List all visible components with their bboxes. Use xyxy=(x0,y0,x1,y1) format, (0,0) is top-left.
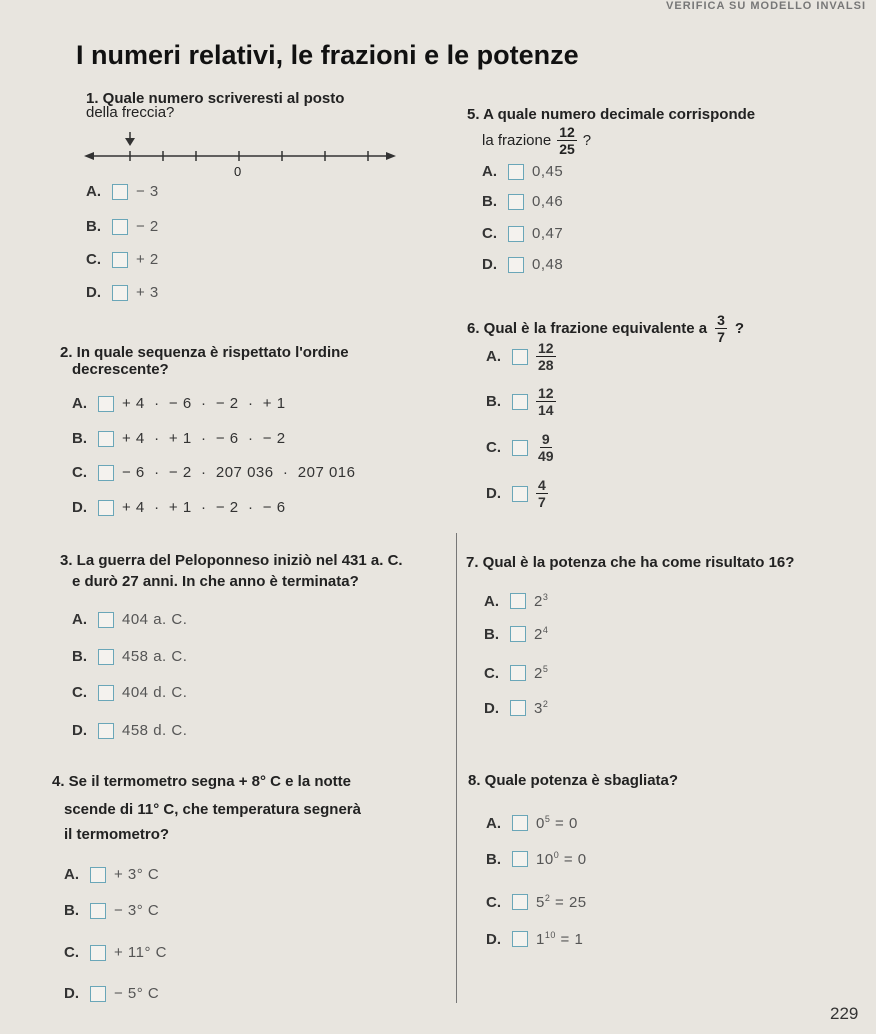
option-fraction xyxy=(536,340,556,373)
q7-option-c[interactable] xyxy=(484,664,548,682)
checkbox[interactable] xyxy=(512,394,528,410)
power-base: 2 xyxy=(534,593,543,610)
option-value xyxy=(534,699,548,717)
option-value: − 3° C xyxy=(114,902,160,919)
q8-option-d[interactable] xyxy=(486,930,583,948)
q3-option-a[interactable] xyxy=(72,611,187,628)
header-tag: VERIFICA SU MODELLO INVALSI xyxy=(666,0,866,12)
q2-option-a[interactable] xyxy=(72,395,286,412)
option-value xyxy=(534,664,548,682)
option-value: + 4 · + 1 · − 2 · − 6 xyxy=(122,499,286,516)
checkbox[interactable] xyxy=(512,486,528,502)
fraction-numerator: 9 xyxy=(541,431,550,447)
option-letter: C. xyxy=(482,225,497,242)
option-value: 458 d. C. xyxy=(122,722,188,739)
option-letter: C. xyxy=(486,439,501,456)
q7-option-b[interactable] xyxy=(484,625,548,643)
checkbox[interactable] xyxy=(90,986,106,1002)
checkbox[interactable] xyxy=(512,440,528,456)
option-value: + 3 xyxy=(136,284,159,301)
zero-label: 0 xyxy=(234,164,242,179)
option-value: − 2 xyxy=(136,218,159,235)
option-letter: C. xyxy=(86,251,101,268)
q1-option-d[interactable] xyxy=(86,284,159,301)
q1-option-c[interactable] xyxy=(86,251,159,268)
option-value: + 11° C xyxy=(114,944,167,961)
q4-option-a[interactable] xyxy=(64,866,159,883)
q4-text-line2: scende di 11° C, che temperatura segnerà xyxy=(64,801,361,818)
option-value: 404 d. C. xyxy=(122,684,188,701)
option-letter: C. xyxy=(64,944,79,961)
fraction-denominator: 49 xyxy=(538,448,554,464)
q6-option-d[interactable] xyxy=(486,477,548,510)
option-letter: A. xyxy=(486,348,501,365)
option-letter: D. xyxy=(484,699,499,717)
checkbox[interactable] xyxy=(98,431,114,447)
option-value xyxy=(536,893,587,911)
power-base: 3 xyxy=(534,700,543,717)
option-letter: A. xyxy=(86,183,101,200)
q5-text-line2 xyxy=(482,124,591,157)
power-base: 5 xyxy=(536,894,545,911)
option-value: + 3° C xyxy=(114,866,160,883)
checkbox[interactable] xyxy=(112,252,128,268)
option-letter: A. xyxy=(64,866,79,883)
option-letter: D. xyxy=(486,485,501,502)
power-exponent: 4 xyxy=(542,625,549,635)
fraction-numerator: 12 xyxy=(538,340,554,356)
checkbox[interactable] xyxy=(510,665,526,681)
checkbox[interactable] xyxy=(112,285,128,301)
q6-text-part: 6. Qual è la frazione equivalente a xyxy=(467,319,708,337)
option-value: 0,47 xyxy=(532,225,564,242)
option-value xyxy=(536,814,578,832)
checkbox[interactable] xyxy=(508,194,524,210)
option-letter: B. xyxy=(72,430,87,447)
q6-option-b[interactable] xyxy=(486,385,556,418)
q6-option-c[interactable] xyxy=(486,431,556,464)
checkbox[interactable] xyxy=(512,894,528,910)
option-value: 0,46 xyxy=(532,193,564,210)
power-base: 2 xyxy=(534,665,543,682)
page-title: I numeri relativi, le frazioni e le potenze xyxy=(76,40,579,70)
checkbox[interactable] xyxy=(112,184,128,200)
option-letter: D. xyxy=(72,722,87,739)
checkbox[interactable] xyxy=(512,349,528,365)
option-value xyxy=(536,930,583,948)
fraction-numerator: 12 xyxy=(559,124,575,140)
q2-option-b[interactable] xyxy=(72,430,286,447)
power-exponent: 10 xyxy=(544,930,556,940)
checkbox[interactable] xyxy=(512,851,528,867)
option-value: 0,48 xyxy=(532,256,564,273)
option-value: + 4 · − 6 · − 2 · + 1 xyxy=(122,395,286,412)
q8-text-line1: 8. Quale potenza è sbagliata? xyxy=(468,772,679,789)
q4-text-line1: 4. Se il termometro segna + 8° C e la notte xyxy=(52,773,352,790)
option-letter: A. xyxy=(482,163,497,180)
power-result: = 1 xyxy=(555,931,584,948)
question-mark: ? xyxy=(582,131,592,149)
option-value: − 3 xyxy=(136,183,159,200)
checkbox[interactable] xyxy=(508,226,524,242)
option-letter: B. xyxy=(486,850,501,868)
option-letter: A. xyxy=(72,395,87,412)
q2-option-d[interactable] xyxy=(72,499,286,516)
q5-option-c[interactable] xyxy=(482,225,563,242)
option-letter: D. xyxy=(86,284,101,301)
fraction-numerator: 3 xyxy=(717,312,725,328)
checkbox[interactable] xyxy=(510,700,526,716)
checkbox[interactable] xyxy=(98,649,114,665)
checkbox[interactable] xyxy=(512,931,528,947)
checkbox[interactable] xyxy=(98,500,114,516)
q3-option-d[interactable] xyxy=(72,722,187,739)
q8-option-b[interactable] xyxy=(486,850,587,868)
q5-option-d[interactable] xyxy=(482,256,563,273)
power-result: = 25 xyxy=(550,894,587,911)
checkbox[interactable] xyxy=(90,945,106,961)
q8-option-c[interactable] xyxy=(486,893,587,911)
checkbox[interactable] xyxy=(508,164,524,180)
option-letter: B. xyxy=(486,393,501,410)
q4-option-d[interactable] xyxy=(64,985,159,1002)
fraction-denominator: 14 xyxy=(538,402,554,418)
checkbox[interactable] xyxy=(112,219,128,235)
power-base: 0 xyxy=(536,815,545,832)
q2-option-c[interactable] xyxy=(72,464,355,481)
power-result: = 0 xyxy=(559,851,587,868)
option-letter: D. xyxy=(64,985,79,1002)
q4-option-b[interactable] xyxy=(64,902,159,919)
fraction-denominator: 25 xyxy=(559,141,575,157)
column-divider xyxy=(456,533,457,1003)
option-fraction xyxy=(536,477,548,510)
fraction-denominator: 28 xyxy=(538,357,554,373)
option-letter: B. xyxy=(484,625,499,643)
checkbox[interactable] xyxy=(98,612,114,628)
option-fraction xyxy=(536,385,556,418)
option-letter: D. xyxy=(486,930,501,948)
q8-option-a[interactable] xyxy=(486,814,578,832)
q5-option-a[interactable] xyxy=(482,163,563,180)
option-letter: D. xyxy=(72,499,87,516)
option-letter: C. xyxy=(72,684,87,701)
checkbox[interactable] xyxy=(98,685,114,701)
question-mark: ? xyxy=(734,319,745,337)
q1-option-b[interactable] xyxy=(86,218,159,235)
power-result: = 0 xyxy=(550,815,578,832)
option-value xyxy=(534,625,548,643)
q7-text-line1: 7. Qual è la potenza che ha come risultato 16? xyxy=(466,554,795,571)
option-letter: C. xyxy=(486,893,501,911)
checkbox[interactable] xyxy=(98,465,114,481)
option-value: 458 a. C. xyxy=(122,648,188,665)
q4-option-c[interactable] xyxy=(64,944,167,961)
option-value: 0,45 xyxy=(532,163,564,180)
q6-option-a[interactable] xyxy=(486,340,556,373)
checkbox[interactable] xyxy=(90,903,106,919)
option-letter: B. xyxy=(86,218,101,235)
option-letter: A. xyxy=(484,592,499,610)
q2-text-line2: decrescente? xyxy=(72,361,169,378)
q7-option-a[interactable] xyxy=(484,592,548,610)
option-letter: B. xyxy=(64,902,79,919)
fraction-numerator: 4 xyxy=(538,477,546,493)
q7-option-d[interactable] xyxy=(484,699,548,717)
option-value xyxy=(534,592,548,610)
q1-text-line2: della freccia? xyxy=(86,104,175,121)
option-letter: B. xyxy=(72,648,87,665)
power-base: 1 xyxy=(536,931,545,948)
option-value: − 6 · − 2 · 207 036 · 207 016 xyxy=(122,464,356,481)
option-value: − 5° C xyxy=(114,985,160,1002)
fraction-numerator: 12 xyxy=(538,385,554,401)
checkbox[interactable] xyxy=(98,396,114,412)
power-exponent: 2 xyxy=(544,893,551,903)
fraction-denominator: 7 xyxy=(717,329,725,345)
q1-option-a[interactable] xyxy=(86,183,159,200)
q1-text-line1: 1. Quale numero scriveresti al posto xyxy=(86,90,345,107)
option-letter: C. xyxy=(72,464,87,481)
option-letter: C. xyxy=(484,664,499,682)
checkbox[interactable] xyxy=(90,867,106,883)
option-letter: A. xyxy=(486,814,501,832)
option-value: + 2 xyxy=(136,251,159,268)
option-value: + 4 · + 1 · − 6 · − 2 xyxy=(122,430,286,447)
q5-text-line1: 5. A quale numero decimale corrisponde xyxy=(467,106,756,123)
option-value xyxy=(536,850,587,868)
q5-fraction xyxy=(557,124,577,157)
option-letter: A. xyxy=(72,611,87,628)
power-exponent: 2 xyxy=(542,699,549,709)
checkbox[interactable] xyxy=(510,593,526,609)
checkbox[interactable] xyxy=(98,723,114,739)
power-exponent: 5 xyxy=(542,664,549,674)
q3-text-line2: e durò 27 anni. In che anno è terminata? xyxy=(72,573,359,590)
page-number: 229 xyxy=(830,1004,859,1023)
q4-text-line3: il termometro? xyxy=(64,826,170,843)
power-exponent: 3 xyxy=(542,592,549,602)
power-base: 2 xyxy=(534,626,543,643)
option-letter: D. xyxy=(482,256,497,273)
power-exponent: 5 xyxy=(544,814,551,824)
q2-text-line1: 2. In quale sequenza è rispettato l'ordine xyxy=(60,344,349,361)
checkbox[interactable] xyxy=(512,815,528,831)
power-base: 10 xyxy=(536,851,554,868)
q3-option-b[interactable] xyxy=(72,648,187,665)
option-letter: B. xyxy=(482,193,497,210)
q6-fraction xyxy=(715,312,727,345)
fraction-denominator: 7 xyxy=(538,494,546,510)
checkbox[interactable] xyxy=(508,257,524,273)
arrow-marker xyxy=(125,132,135,146)
q5-text-part: la frazione xyxy=(482,131,552,149)
q5-option-b[interactable] xyxy=(482,193,563,210)
option-value: 404 a. C. xyxy=(122,611,188,628)
checkbox[interactable] xyxy=(510,626,526,642)
q3-text-line1: 3. La guerra del Peloponneso iniziò nel 431 a. C. xyxy=(60,552,403,569)
power-exponent: 0 xyxy=(553,850,560,860)
option-fraction xyxy=(536,431,556,464)
q3-option-c[interactable] xyxy=(72,684,187,701)
